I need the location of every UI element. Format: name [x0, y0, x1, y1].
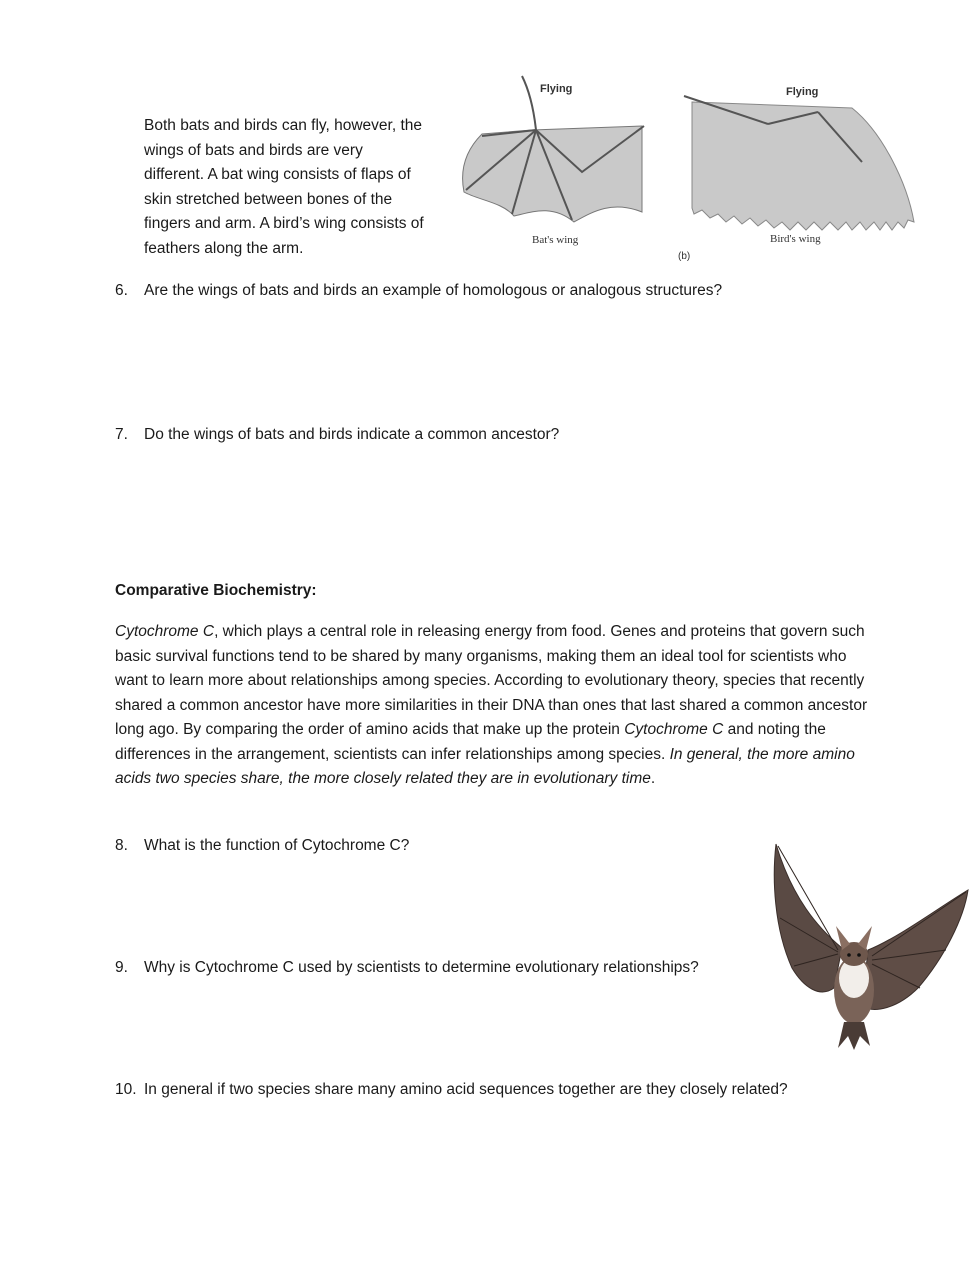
- paragraph-end: .: [650, 770, 656, 787]
- paragraph-part-1: , which plays a central role in releasing energy from food. Genes and proteins that govern such basic survival functions tend to be shared by many organisms, making them an ideal tool for scientists who want to learn more about relationships among species. According to evolutionary theory, species that recently shared a common ancestor have more similarities in their DNA than ones that last shared a common ancestor long ago. By comparing the order of amino acids that make up the protein: [115, 623, 868, 738]
- cytochrome-paragraph: [115, 620, 875, 792]
- question-number: 7.: [115, 426, 128, 443]
- bird-figure-title: Flying: [786, 86, 819, 98]
- question-number: 9.: [115, 959, 128, 976]
- bat-wing-membrane: [463, 126, 642, 222]
- figure-panel-label: (b): [678, 251, 691, 262]
- question-text: Why is Cytochrome C used by scientists to determine evolutionary relationships?: [144, 959, 699, 976]
- bat-figure-title: Flying: [540, 83, 573, 95]
- question-text: What is the function of Cytochrome C?: [144, 837, 410, 854]
- question-number: 8.: [115, 837, 128, 854]
- bat-photo: [768, 838, 972, 1052]
- paragraph-part-2: and noting the differences in the arrangement, scientists can infer relationships among species.: [115, 721, 826, 763]
- question-number: 10.: [115, 1081, 137, 1098]
- question-text: In general if two species share many amino acid sequences together are they closely related?: [144, 1081, 788, 1098]
- question-text: Are the wings of bats and birds an example of homologous or analogous structures?: [144, 282, 723, 299]
- question-number: 6.: [115, 282, 128, 299]
- emphasis-statement: In general, the more amino acids two species share, the more closely related they are in evolutionary time: [115, 745, 855, 787]
- question-10: [115, 1078, 895, 1103]
- question-6: [115, 279, 895, 304]
- bird-wing-feathers: [692, 102, 914, 230]
- wing-comparison-figure: [452, 72, 922, 268]
- bat-figure-caption: Bat's wing: [532, 234, 579, 246]
- intro-paragraph: Both bats and birds can fly, however, the wings of bats and birds are very different. A bat wing consists of flaps of skin stretched between bones of the fingers and arm. A bird’s wing consists of feathers along the arm.: [144, 117, 424, 257]
- bat-illustration: [768, 838, 972, 1052]
- section-heading: Comparative Biochemistry:: [115, 582, 317, 599]
- bird-figure-caption: Bird's wing: [770, 233, 821, 245]
- wing-diagram: [452, 72, 922, 268]
- question-7: [115, 423, 895, 448]
- question-text: Do the wings of bats and birds indicate a common ancestor?: [144, 426, 560, 443]
- term-cytochrome-c: Cytochrome C: [115, 623, 215, 640]
- term-cytochrome-c-2: Cytochrome C: [624, 721, 724, 738]
